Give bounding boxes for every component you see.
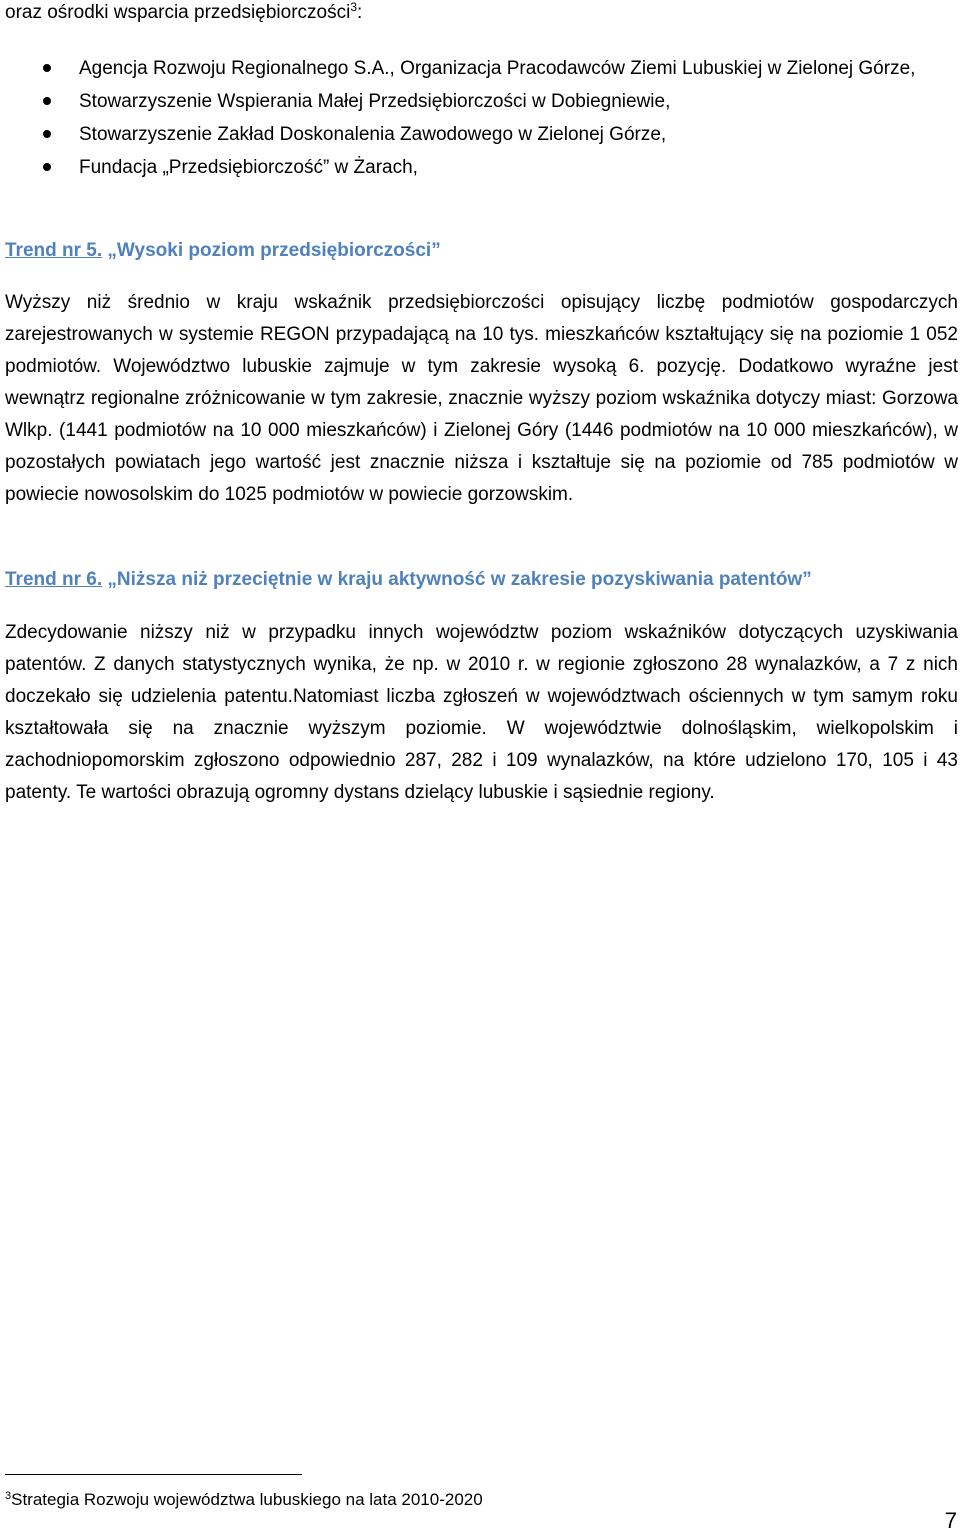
page-number: 7 <box>944 1508 957 1533</box>
footnote-reference: 3 <box>350 0 357 14</box>
list-item <box>79 52 959 85</box>
footnote-text: Strategia Rozwoju województwa lubuskiego na lata 2010-2020 <box>11 1490 483 1509</box>
bullet-icon <box>43 130 51 138</box>
trend-6-label: Trend nr 6. <box>5 569 103 590</box>
trend-5-body: Wyższy niż średnio w kraju wskaźnik przedsiębiorczości opisujący liczbę podmiotów gospodarczych zarejestrowanych w systemie REGON przypadającą na 10 tys. mieszkańców kształtujący się na poziomie 1 052 podmiotów. Województwo lubuskie zajmuje w tym zakresie wysoką 6. pozycję. Dodatkowo wyraźne jest wewnątrz regionalne zróżnicowanie w tym zakresie, znacznie wyższy poziom wskaźnika dotyczy miast: Gorzowa Wlkp. (1441 podmiotów na 10 000 mieszkańców) i Zielonej Góry (1446 podmiotów na 10 000 mieszkańców), w pozostałych powiatach jego wartość jest znacznie niższa i kształtuje się na poziomie od 785 podmiotów w powiecie nowosolskim do 1025 podmiotów w powiecie gorzowskim. <box>5 292 958 505</box>
intro-suffix: : <box>357 2 363 23</box>
trend-5-label: Trend nr 5. <box>5 240 103 261</box>
list-item-text: Stowarzyszenie Wspierania Małej Przedsiębiorczości w Dobiegniewie, <box>79 91 671 112</box>
intro-text: oraz ośrodki wsparcia przedsiębiorczości <box>5 2 351 23</box>
trend-6-heading <box>5 567 812 593</box>
list-item-text: Agencja Rozwoju Regionalnego S.A., Organizacja Pracodawców Ziemi Lubuskiej w Zielonej Górze, <box>79 58 916 79</box>
footnote <box>5 1489 483 1511</box>
list-item <box>79 85 959 118</box>
intro-line <box>5 0 362 26</box>
footnote-divider <box>5 1474 302 1475</box>
trend-5-heading <box>5 238 441 264</box>
list-item-text: Fundacja „Przedsiębiorczość” w Żarach, <box>79 157 418 178</box>
footnote-marker: 3 <box>5 1490 12 1502</box>
trend-5-title: „Wysoki poziom przedsiębiorczości” <box>107 240 441 261</box>
list-item <box>79 118 959 151</box>
trend-6-body: Zdecydowanie niższy niż w przypadku innych województw poziom wskaźników dotyczących uzyskiwania patentów. Z danych statystycznych wynika, że np. w 2010 r. w regionie zgłoszono 28 wynalazków, a 7 z nich doczekało się udzielenia patentu.Natomiast liczba zgłoszeń w województwach ościennych w tym samym roku kształtowała się na znacznie wyższym poziomie. W województwie dolnośląskim, wielkopolskim i zachodniopomorskim zgłoszono odpowiednio 287, 282 i 109 wynalazków, na które udzielono 170, 105 i 43 patenty. Te wartości obrazują ogromny dystans dzielący lubuskie i sąsiednie regiony. <box>5 622 958 803</box>
bullet-icon <box>43 64 51 72</box>
bullet-icon <box>43 163 51 171</box>
list-item <box>79 151 959 184</box>
trend-6-title: „Niższa niż przeciętnie w kraju aktywność w zakresie pozyskiwania patentów” <box>107 569 812 590</box>
bullet-icon <box>43 97 51 105</box>
list-item-text: Stowarzyszenie Zakład Doskonalenia Zawodowego w Zielonej Górze, <box>79 124 667 145</box>
support-centers-list <box>79 52 959 184</box>
